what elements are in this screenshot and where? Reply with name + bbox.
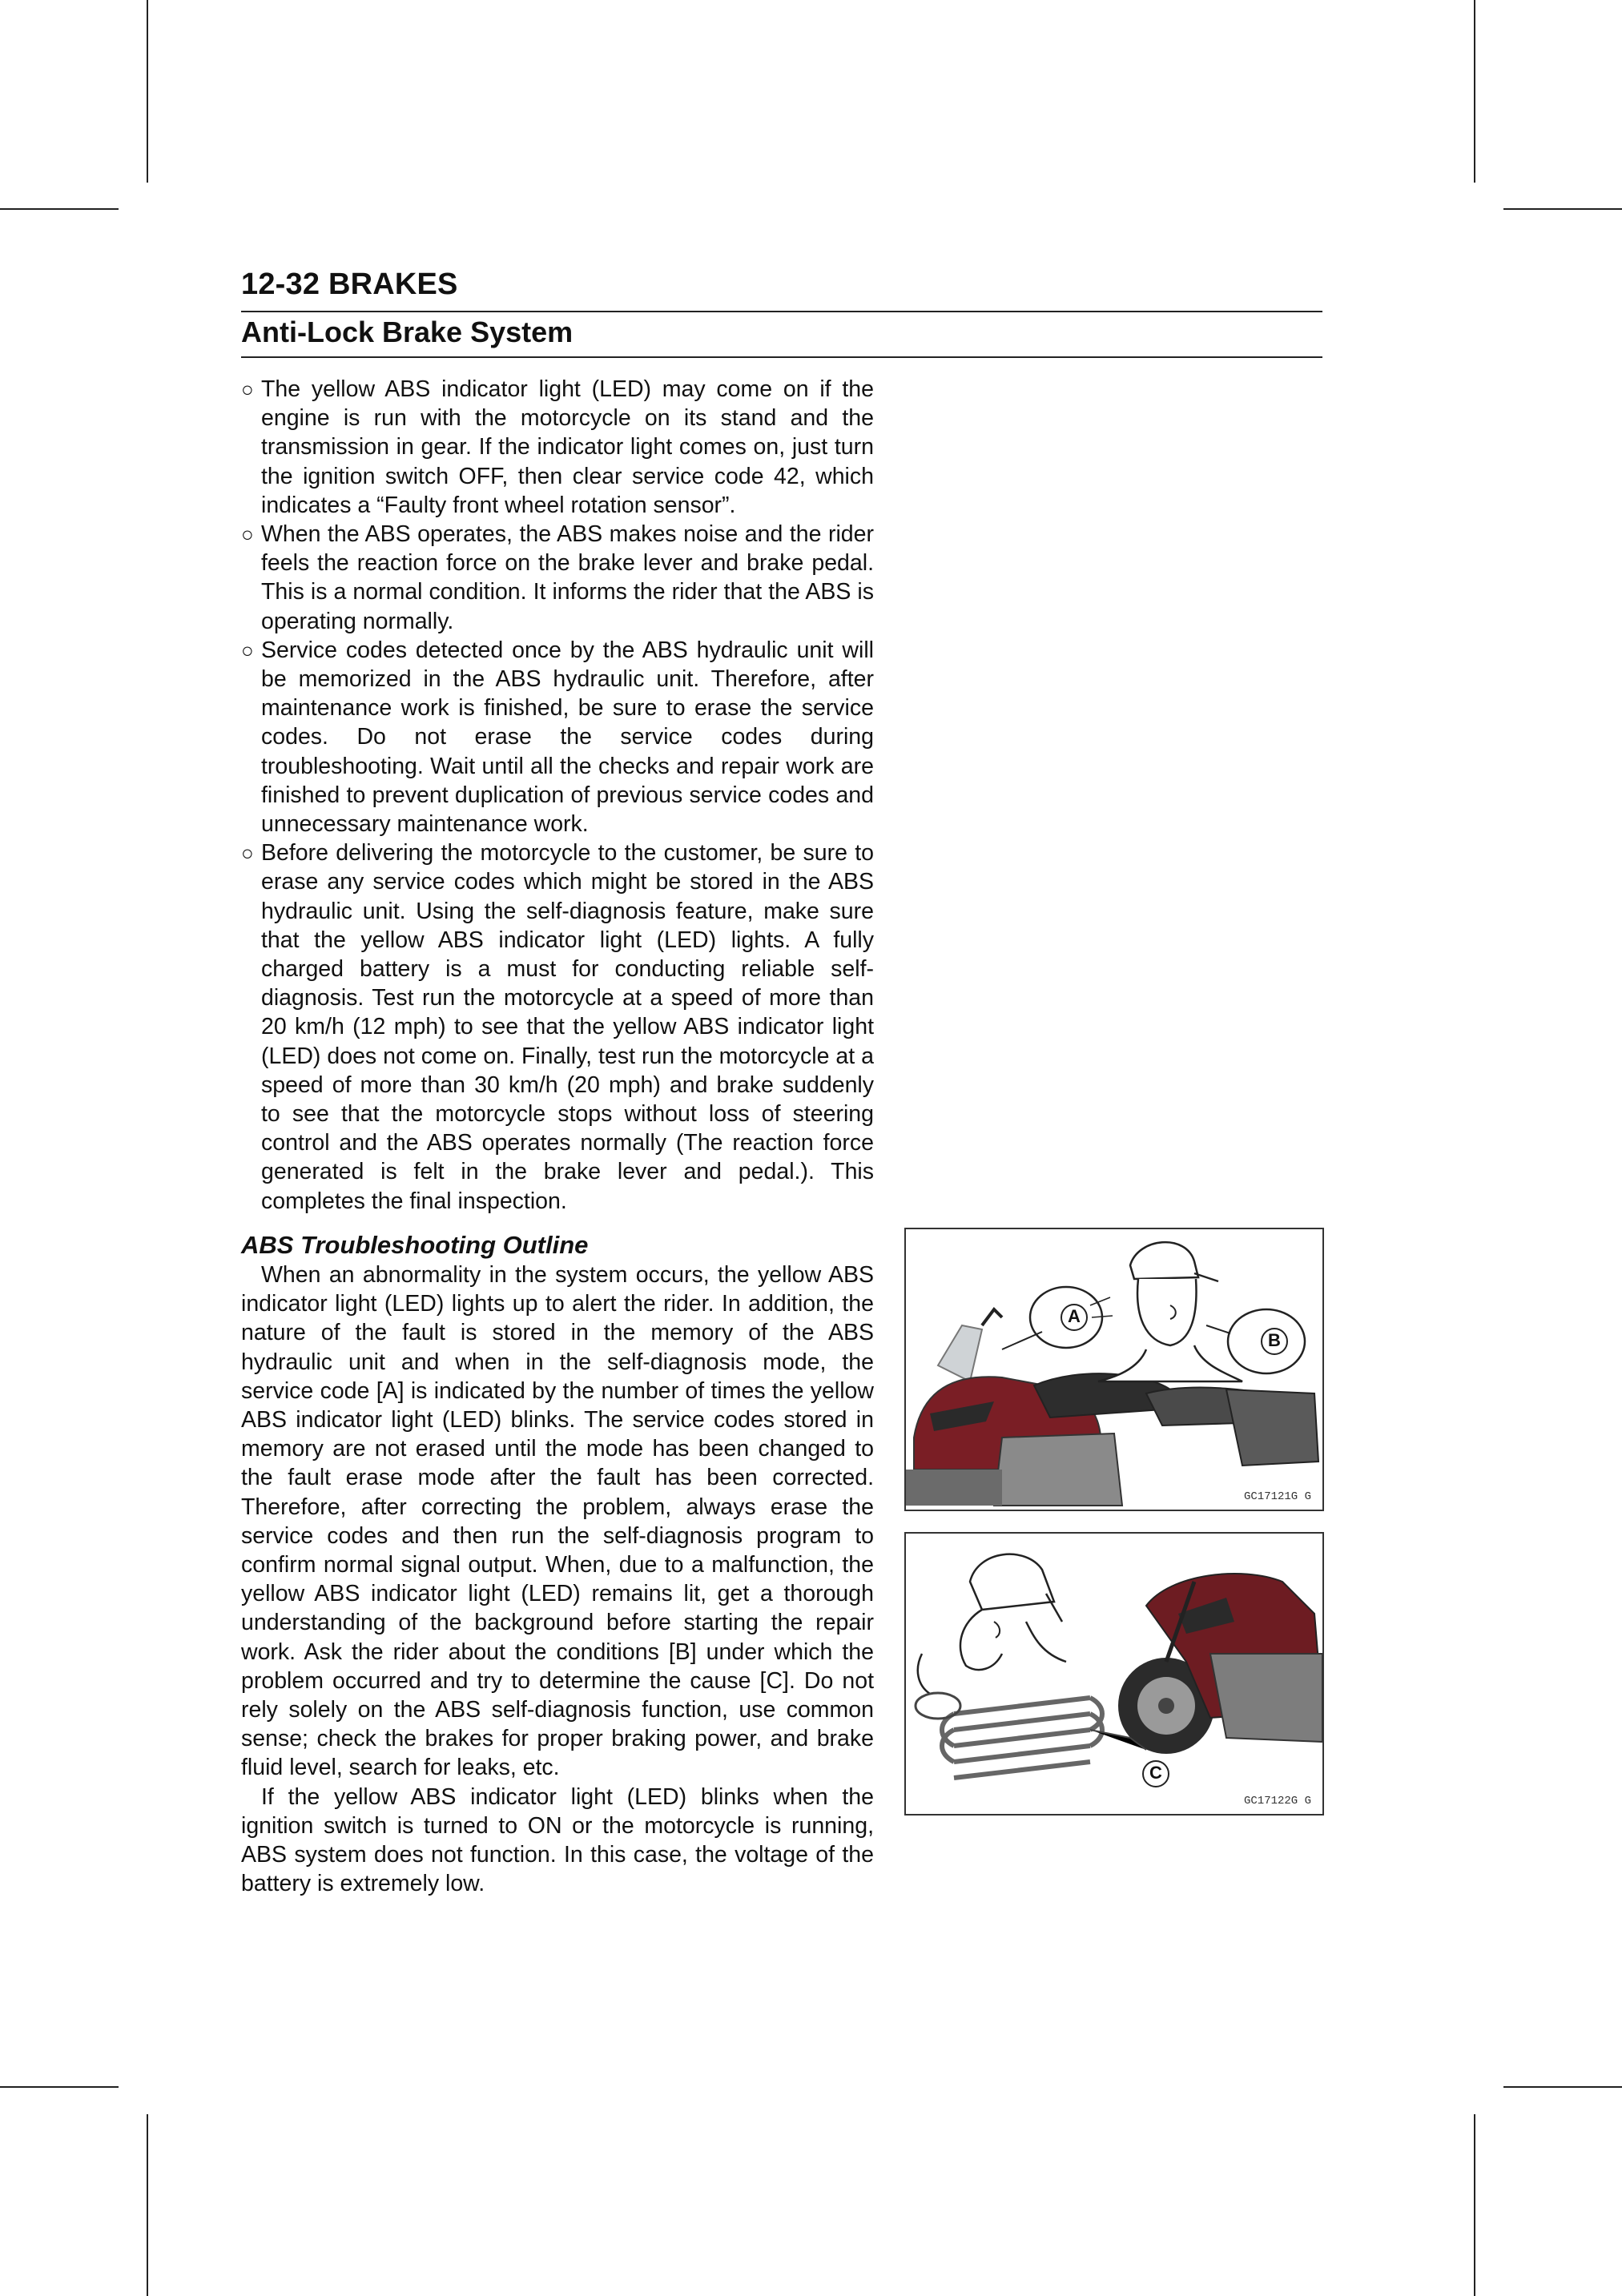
section-title: Anti-Lock Brake System — [241, 316, 574, 348]
bullet-symbol: ○ — [241, 377, 254, 401]
figure-code: GC17122G G — [1243, 1795, 1311, 1807]
page-header: 12-32 BRAKES — [241, 267, 458, 301]
header-rule — [241, 311, 1322, 312]
callout-label: C — [1149, 1763, 1162, 1783]
crop-mark — [1474, 2114, 1475, 2296]
list-item — [241, 838, 874, 1216]
bullet-symbol: ○ — [241, 637, 254, 662]
crop-mark — [0, 208, 119, 210]
bullet-text: Before delivering the motorcycle to the customer, be sure to erase any service codes which might be stored in the ABS hydraulic unit. Using the self-diagnosis feature, make sure that the yellow ABS indicator light (LED) lights. A fully charged battery is a must for conducting reliable self-diagnosis. Test run the motorcycle at a speed of more than 20 km/h (12 mph) to see that the yellow ABS indicator light (LED) does not come on. Finally, test run the motorcycle at a speed of more than 30 km/h (20 mph) and brake suddenly to see that the motorcycle stops without loss of steering control and the ABS operates normally (The reaction force generated is felt in the brake lever and pedal.). This completes the final inspection. — [261, 840, 874, 1214]
crop-mark — [1503, 2086, 1622, 2088]
motorcycle-illustration — [906, 1229, 1322, 1510]
list-item — [241, 636, 874, 838]
callout-label: A — [1068, 1306, 1081, 1326]
bullet-text: Service codes detected once by the ABS hydraulic unit will be memorized in the ABS hydraulic unit. Therefore, after maintenance work is finished, be sure to erase the service codes. Do not erase the service codes during troubleshooting. Wait until all the checks and repair work are finished to prevent duplication of previous service codes and unnecessary maintenance work. — [261, 637, 874, 838]
troubleshooting-paragraph: If the yellow ABS indicator light (LED) blinks when the ignition switch is turned to ON or the motorcycle is running, ABS system does not function. In this case, the voltage of the battery is extremely low. — [241, 1783, 874, 1897]
bullet-text: The yellow ABS indicator light (LED) may come on if the engine is run with the motorcycle on its stand and the transmission in gear. If the indicator light comes on, just turn the ignition switch OFF, then clear service code 42, which indicates a “Faulty front wheel rotation sensor”. — [261, 376, 874, 518]
bullet-symbol: ○ — [241, 841, 254, 866]
bullet-text: When the ABS operates, the ABS makes noise and the rider feels the reaction force on the brake lever and brake pedal. This is a normal condition. It informs the rider that the ABS is operating normally. — [261, 521, 874, 634]
figure-inspection — [904, 1532, 1324, 1815]
troubleshooting-paragraph: When an abnormality in the system occurs, the yellow ABS indicator light (LED) lights up to alert the rider. In addition, the nature of the fault is stored in the memory of the ABS hydraulic unit and when in the self-diagnosis mode, the service code [A] is indicated by the number of times the yellow ABS indicator light (LED) blinks. The service codes stored in memory are not erased until the mode has been changed to the fault erase mode after the fault has been corrected. Therefore, after correcting the problem, always erase the service codes and then run the self-diagnosis program to confirm normal signal output. When, due to a malfunction, the yellow ABS indicator light (LED) remains lit, get a thorough understanding of the background before starting the repair work. Ask the rider about the conditions [B] under which the problem occurred and try to determine the cause [C]. Do not rely solely on the ABS self-diagnosis function, use common sense; check the brakes for proper braking power, and brake fluid level, search for leaks, etc. — [241, 1261, 874, 1781]
crop-mark — [147, 0, 148, 183]
crop-mark — [1474, 0, 1475, 183]
troubleshooting-heading: ABS Troubleshooting Outline — [241, 1230, 589, 1259]
figure-code: GC17121G G — [1243, 1490, 1311, 1503]
list-item — [241, 375, 874, 520]
crop-mark — [147, 2114, 148, 2296]
list-item — [241, 520, 874, 636]
callout-label: B — [1268, 1330, 1281, 1350]
crop-mark — [1503, 208, 1622, 210]
inspection-illustration — [906, 1534, 1322, 1814]
figure-rider-indicator — [904, 1228, 1324, 1511]
section-rule — [241, 356, 1322, 358]
crop-mark — [0, 2086, 119, 2088]
bullet-list — [241, 375, 874, 1898]
bullet-symbol: ○ — [241, 522, 254, 547]
